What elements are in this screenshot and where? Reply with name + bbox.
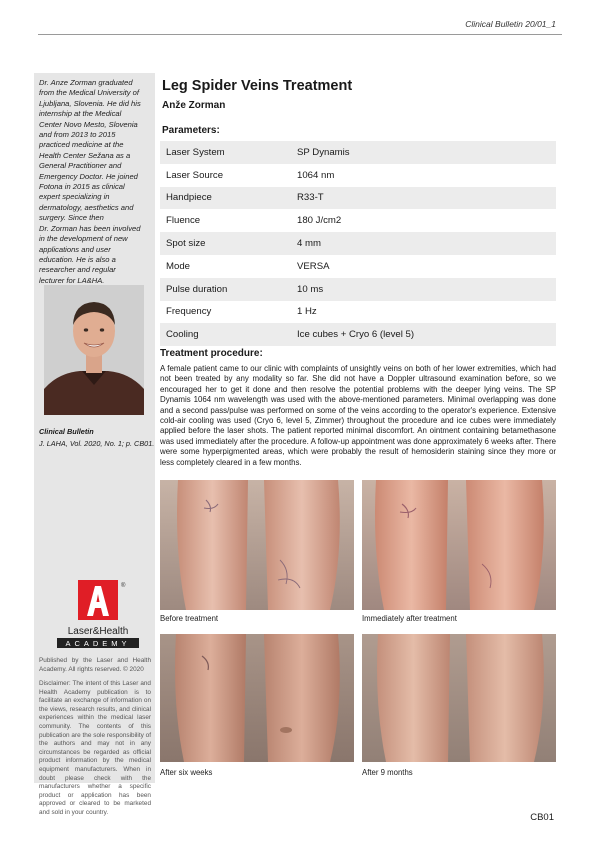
bio-line: expert specializing in (39, 192, 110, 202)
bio-line: in the development of new (39, 234, 128, 244)
param-label: Frequency (166, 306, 212, 318)
param-value: 1064 nm (297, 169, 335, 181)
bio-line: Ljubljana, Slovenia. He did his (39, 98, 141, 108)
bio-line: Dr. Zorman has been involved (39, 223, 141, 233)
bio-line: internship at the Medical (39, 109, 122, 119)
param-label: Mode (166, 260, 190, 272)
caption-after-nine-months: After 9 months (362, 768, 413, 777)
bio-line: applications and user (39, 244, 111, 254)
bio-line: Emergency Doctor. He joined (39, 171, 138, 181)
param-value: R33-T (291, 187, 556, 210)
citation-title: Clinical Bulletin (39, 427, 94, 436)
table-row (160, 187, 556, 210)
param-label: Pulse duration (160, 278, 291, 301)
bio-line: lecturer for LA&HA. (39, 275, 105, 285)
table-row (160, 301, 556, 324)
caption-after-six-weeks: After six weeks (160, 768, 213, 777)
param-label: Laser Source (166, 169, 224, 181)
procedure-heading: Treatment procedure: (160, 348, 263, 359)
bio-line: Center Novo Mesto, Slovenia (39, 119, 138, 129)
article-title: Leg Spider Veins Treatment (162, 78, 353, 94)
bio-line: dermatology, aesthetics and (39, 202, 134, 212)
parameters-heading: Parameters: (162, 125, 220, 136)
param-label: Fluence (166, 215, 201, 227)
publisher-note: Published by the Laser and Health Academy. All rights reserved. © 2020 (39, 657, 151, 673)
param-value: 180 J/cm2 (297, 215, 342, 227)
parameters-table (160, 141, 556, 346)
param-label: Cooling (160, 323, 291, 346)
bio-line: researcher and regular (39, 265, 116, 275)
bio-line: Health Center Sežana as a (39, 150, 131, 160)
param-value: VERSA (297, 260, 330, 272)
disclaimer-text: Disclaimer: The intent of this Laser and Health Academy publication is to facilitate an exchange of information on the views, research results, and clinical experiences within the medical laser community. The contents of this publication are the sole responsibility of the authors and may not in any circumstances be regarded as official product information by the medical equipment manufacturers. When in doubt please check with the manufacturers whether a specific product or application has been approved or cleared to be marketed and sold in your country. (39, 680, 151, 816)
table-row (160, 232, 556, 255)
bio-line: from the Medical University of (39, 88, 140, 98)
bio-line: and from 2013 to 2015 (39, 130, 116, 140)
table-row (160, 323, 556, 346)
param-value: 4 mm (291, 232, 556, 255)
bio-line: practiced medicine at the (39, 140, 124, 150)
header-divider (38, 34, 562, 35)
page-code: CB01 (530, 812, 554, 823)
param-value: 1 Hz (297, 306, 317, 318)
bulletin-id: Clinical Bulletin 20/01_1 (465, 19, 556, 29)
param-label: Handpiece (160, 187, 291, 210)
author-bio (39, 78, 151, 286)
bio-line: surgery. Since then (39, 213, 104, 223)
table-row (160, 278, 556, 301)
author-portrait (44, 285, 144, 415)
procedure-paragraph: A female patient came to our clinic with complaints of unsightly veins on both of her lower extremities, which had not been treated by any modality so far. She did not have a Doppler ultrasound examination before, so we encouraged her to get it done and then resolve the potential problems with the deeper lying veins. The SP Dynamis 1064 nm wavelength was used with the above-mentioned parameters. Minimal overlapping was done and a second pass/pulse was performed on some of the veins according to the operator's experience. Extensive cold-air cooling was used (Cryo 6, level 5, Zimmer) throughout the procedure and ice cubes were immediately applied before the laser shots. The patient reported minimal discomfort. An ointment containing betamethasone was used immediately after the procedure. A follow-up appointment was done approximately 6 weeks after. There were some hyperpigmented areas, which were probably the result of hemosiderin staining since they more or less completely cleared in a few months. (160, 364, 556, 467)
caption-before-treatment: Before treatment (160, 614, 219, 623)
photo-before-treatment (160, 480, 354, 610)
param-label: Spot size (160, 232, 291, 255)
logo-academy: ACADEMY (65, 639, 131, 648)
param-value: SP Dynamis (291, 141, 556, 164)
article-author: Anže Zorman (162, 100, 226, 111)
photo-immediately-after (362, 480, 556, 610)
svg-text:®: ® (121, 583, 126, 589)
table-row (160, 164, 556, 187)
bio-line: Dr. Anze Zorman graduated (39, 78, 133, 87)
table-row (160, 255, 556, 278)
laser-health-academy-logo (52, 580, 144, 660)
param-label: Laser System (160, 141, 291, 164)
bio-line: General Practitioner and (39, 161, 122, 171)
photo-after-nine-months (362, 634, 556, 762)
table-row (160, 209, 556, 232)
param-value: Ice cubes + Cryo 6 (level 5) (291, 323, 556, 346)
bio-line: education. He is also a (39, 254, 116, 264)
author-sidebar (34, 73, 155, 816)
param-value: 10 ms (291, 278, 556, 301)
photo-after-six-weeks (160, 634, 354, 762)
bio-line: Fotona in 2015 as clinical (39, 182, 125, 192)
table-row (160, 141, 556, 164)
citation-reference: J. LAHA, Vol. 2020, No. 1; p. CB01. (39, 439, 155, 448)
caption-immediately-after: Immediately after treatment (362, 614, 457, 623)
logo-wordmark: Laser&Health (67, 626, 129, 637)
